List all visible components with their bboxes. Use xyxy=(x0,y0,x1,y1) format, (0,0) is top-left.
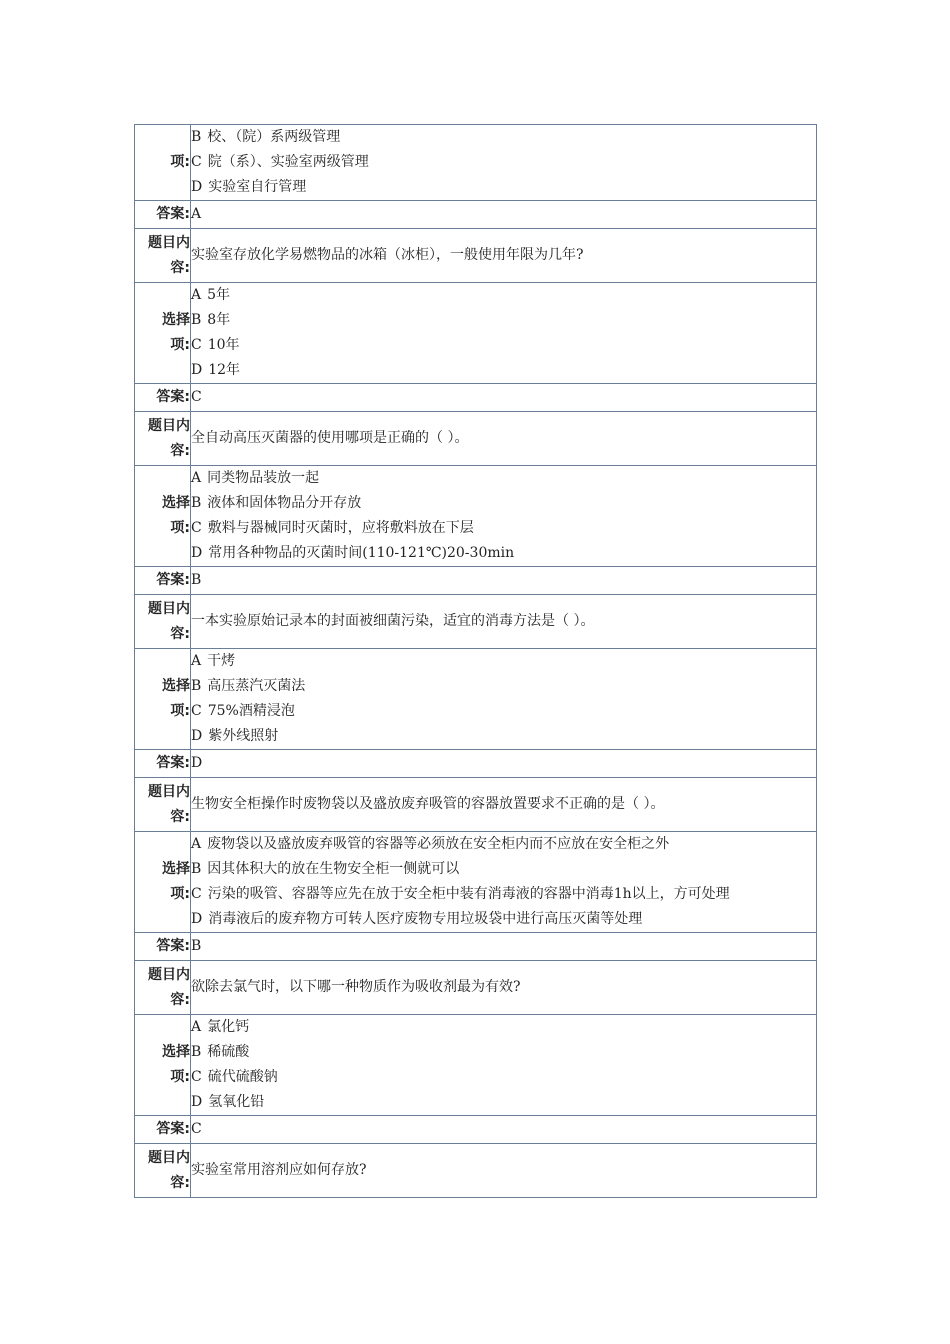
option-line: C 院（系）、实验室两级管理 xyxy=(191,154,369,170)
option-line: C 敷料与器械同时灭菌时，应将敷料放在下层 xyxy=(191,520,474,536)
question-row xyxy=(135,229,817,283)
options-row xyxy=(135,283,817,384)
question-row xyxy=(135,1144,817,1198)
options-row xyxy=(135,832,817,933)
question-label: 题目内 容: xyxy=(135,961,191,1015)
options-row xyxy=(135,125,817,201)
question-label: 题目内 容: xyxy=(135,778,191,832)
options-row xyxy=(135,466,817,567)
question-row xyxy=(135,412,817,466)
options-label: 选择 项: xyxy=(135,1015,191,1116)
option-line: D 实验室自行管理 xyxy=(191,179,307,195)
option-line: A 氯化钙 xyxy=(191,1019,250,1035)
qa-table-body xyxy=(135,125,817,229)
option-line: B 8年 xyxy=(191,312,231,328)
answer-value: A xyxy=(191,201,817,229)
option-line: B 校、（院）系两级管理 xyxy=(191,129,341,145)
answer-value: C xyxy=(191,384,817,412)
option-line: A 废物袋以及盛放废弃吸管的容器等必须放在安全柜内而不应放在安全柜之外 xyxy=(191,836,670,852)
answer-label: 答案: xyxy=(135,750,191,778)
options-row xyxy=(135,1015,817,1116)
question-text: 生物安全柜操作时废物袋以及盛放废弃吸管的容器放置要求不正确的是（ ）。 xyxy=(191,778,817,832)
option-line: D 常用各种物品的灭菌时间(110-121℃)20-30min xyxy=(191,545,515,561)
option-line: D 紫外线照射 xyxy=(191,728,279,744)
option-line: A 干烤 xyxy=(191,653,236,669)
questions xyxy=(135,229,817,1144)
option-line: B 液体和固体物品分开存放 xyxy=(191,495,362,511)
options-cell xyxy=(191,649,817,750)
options-cell xyxy=(191,466,817,567)
option-line: B 因其体积大的放在生物安全柜一侧就可以 xyxy=(191,861,460,877)
option-line: C 75%酒精浸泡 xyxy=(191,703,295,719)
answer-row xyxy=(135,1116,817,1144)
answer-value: B xyxy=(191,567,817,595)
question-label: 题目内 容: xyxy=(135,229,191,283)
options-label: 项: xyxy=(135,125,191,201)
options-label: 选择 项: xyxy=(135,832,191,933)
options-cell xyxy=(191,832,817,933)
options-cell xyxy=(191,1015,817,1116)
option-line: D 消毒液后的废弃物方可转人医疗废物专用垃圾袋中进行高压灭菌等处理 xyxy=(191,911,643,927)
answer-row xyxy=(135,750,817,778)
answer-value: B xyxy=(191,933,817,961)
answer-label: 答案: xyxy=(135,1116,191,1144)
last-question xyxy=(135,1144,817,1198)
option-line: A 5年 xyxy=(191,287,231,303)
option-line: C 10年 xyxy=(191,337,240,353)
option-line: C 硫代硫酸钠 xyxy=(191,1069,278,1085)
answer-row xyxy=(135,384,817,412)
options-label: 选择 项: xyxy=(135,466,191,567)
options-label: 选择 项: xyxy=(135,283,191,384)
option-line: B 高压蒸汽灭菌法 xyxy=(191,678,306,694)
qa-table xyxy=(134,124,817,1198)
options-row xyxy=(135,649,817,750)
answer-label: 答案: xyxy=(135,933,191,961)
option-line: D 氢氧化铅 xyxy=(191,1094,265,1110)
answer-value: C xyxy=(191,1116,817,1144)
question-label: 题目内 容: xyxy=(135,595,191,649)
options-cell xyxy=(191,283,817,384)
question-row xyxy=(135,778,817,832)
option-line: A 同类物品装放一起 xyxy=(191,470,320,486)
question-text: 一本实验原始记录本的封面被细菌污染，适宜的消毒方法是（ ）。 xyxy=(191,595,817,649)
question-text: 实验室存放化学易燃物品的冰箱（冰柜），一般使用年限为几年? xyxy=(191,229,817,283)
question-label: 题目内 容: xyxy=(135,1144,191,1198)
question-text: 欲除去氯气时，以下哪一种物质作为吸收剂最为有效? xyxy=(191,961,817,1015)
option-line: C 污染的吸管、容器等应先在放于安全柜中装有消毒液的容器中消毒1h以上，方可处理 xyxy=(191,886,730,902)
answer-label: 答案: xyxy=(135,567,191,595)
options-cell xyxy=(191,125,817,201)
options-label: 选择 项: xyxy=(135,649,191,750)
option-line: B 稀硫酸 xyxy=(191,1044,250,1060)
option-line: D 12年 xyxy=(191,362,241,378)
answer-label: 答案: xyxy=(135,201,191,229)
question-text: 实验室常用溶剂应如何存放? xyxy=(191,1144,817,1198)
question-row xyxy=(135,961,817,1015)
question-row xyxy=(135,595,817,649)
question-text: 全自动高压灭菌器的使用哪项是正确的（ ）。 xyxy=(191,412,817,466)
answer-label: 答案: xyxy=(135,384,191,412)
answer-value: D xyxy=(191,750,817,778)
answer-row xyxy=(135,201,817,229)
answer-row xyxy=(135,933,817,961)
question-label: 题目内 容: xyxy=(135,412,191,466)
answer-row xyxy=(135,567,817,595)
